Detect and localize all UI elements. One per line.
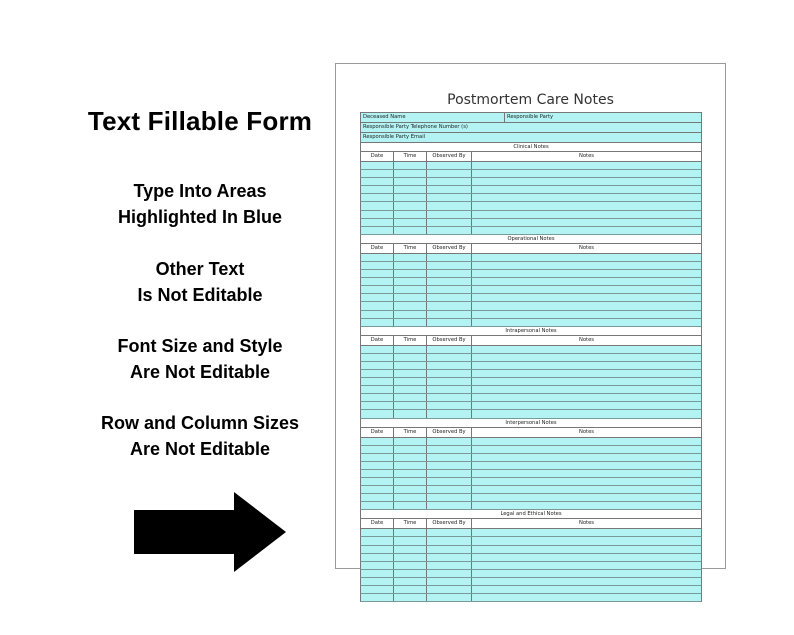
date-input[interactable] — [361, 486, 394, 493]
notes-input[interactable] — [472, 594, 701, 601]
deceased-row — [360, 112, 702, 123]
notes-input[interactable] — [472, 170, 701, 177]
observed-by-input[interactable] — [427, 586, 472, 593]
notes-input[interactable] — [472, 402, 701, 409]
deceased-name-label: Deceased Name — [363, 114, 406, 120]
notes-input[interactable] — [472, 586, 701, 593]
date-input[interactable] — [361, 386, 394, 393]
observed-by-input[interactable] — [427, 262, 472, 269]
date-input[interactable] — [361, 270, 394, 277]
table-row — [360, 319, 702, 327]
promo-line: Are Not Editable — [129, 362, 271, 382]
date-input[interactable] — [361, 370, 394, 377]
section-header: Intrapersonal Notes — [360, 327, 702, 336]
notes-input[interactable] — [472, 410, 701, 417]
time-input[interactable] — [394, 170, 427, 177]
date-input[interactable] — [361, 311, 394, 318]
time-input[interactable] — [394, 562, 427, 569]
notes-input[interactable] — [472, 562, 701, 569]
promo-block-fillable — [60, 178, 340, 230]
arrow-right-icon — [134, 492, 286, 572]
observed-by-input[interactable] — [427, 402, 472, 409]
time-input[interactable] — [394, 311, 427, 318]
notes-input[interactable] — [472, 262, 701, 269]
observed-by-input[interactable] — [427, 454, 472, 461]
table-row — [360, 302, 702, 310]
observed-by-input[interactable] — [427, 570, 472, 577]
notes-input[interactable] — [472, 554, 701, 561]
notes-input[interactable] — [472, 286, 701, 293]
time-input[interactable] — [394, 262, 427, 269]
form-table — [360, 112, 702, 602]
date-input[interactable] — [361, 578, 394, 585]
column-header-time: Time — [394, 244, 427, 253]
date-input[interactable] — [361, 170, 394, 177]
date-input[interactable] — [361, 594, 394, 601]
time-input[interactable] — [394, 502, 427, 509]
column-header-observed-by: Observed By — [427, 244, 472, 253]
time-input[interactable] — [394, 346, 427, 353]
promo-line: Highlighted In Blue — [118, 207, 282, 227]
promo-line: Other Text — [155, 259, 245, 279]
date-input[interactable] — [361, 529, 394, 536]
notes-input[interactable] — [472, 270, 701, 277]
observed-by-input[interactable] — [427, 254, 472, 261]
time-input[interactable] — [394, 394, 427, 401]
table-row — [360, 262, 702, 270]
time-input[interactable] — [394, 378, 427, 385]
observed-by-input[interactable] — [427, 554, 472, 561]
table-row — [360, 294, 702, 302]
date-input[interactable] — [361, 162, 394, 169]
date-input[interactable] — [361, 278, 394, 285]
observed-by-input[interactable] — [427, 362, 472, 369]
date-input[interactable] — [361, 478, 394, 485]
telephone-label: Responsible Party Telephone Number (s) — [363, 124, 468, 130]
date-input[interactable] — [361, 219, 394, 226]
observed-by-input[interactable] — [427, 227, 472, 234]
column-header-time: Time — [394, 428, 427, 437]
notes-input[interactable] — [472, 227, 701, 234]
table-row — [360, 254, 702, 262]
table-row — [360, 454, 702, 462]
table-row — [360, 570, 702, 578]
table-row — [360, 170, 702, 178]
table-row — [360, 346, 702, 354]
table-row — [360, 586, 702, 594]
column-header-row — [360, 152, 702, 162]
promo-line: Row and Column Sizes — [100, 413, 300, 433]
table-row — [360, 370, 702, 378]
time-input[interactable] — [394, 294, 427, 301]
notes-input[interactable] — [472, 378, 701, 385]
table-row — [360, 194, 702, 202]
observed-by-input[interactable] — [427, 462, 472, 469]
observed-by-input[interactable] — [427, 502, 472, 509]
notes-input[interactable] — [472, 254, 701, 261]
column-header-time: Time — [394, 152, 427, 161]
column-header-observed-by: Observed By — [427, 152, 472, 161]
notes-input[interactable] — [472, 486, 701, 493]
column-header-row — [360, 244, 702, 254]
notes-input[interactable] — [472, 278, 701, 285]
observed-by-input[interactable] — [427, 202, 472, 209]
section-header: Legal and Ethical Notes — [360, 510, 702, 519]
promo-block-other-text — [60, 256, 340, 308]
column-header-observed-by: Observed By — [427, 336, 472, 345]
observed-by-input[interactable] — [427, 211, 472, 218]
telephone-field[interactable] — [361, 123, 701, 132]
table-row — [360, 438, 702, 446]
observed-by-input[interactable] — [427, 286, 472, 293]
observed-by-input[interactable] — [427, 162, 472, 169]
table-row — [360, 178, 702, 186]
time-input[interactable] — [394, 537, 427, 544]
form-sheet — [335, 63, 726, 569]
time-input[interactable] — [394, 570, 427, 577]
notes-input[interactable] — [472, 454, 701, 461]
date-input[interactable] — [361, 470, 394, 477]
date-input[interactable] — [361, 410, 394, 417]
table-row — [360, 537, 702, 545]
table-row — [360, 211, 702, 219]
section-header: Operational Notes — [360, 235, 702, 244]
observed-by-input[interactable] — [427, 562, 472, 569]
observed-by-input[interactable] — [427, 370, 472, 377]
promo-line: Font Size and Style — [117, 336, 283, 356]
table-row — [360, 462, 702, 470]
time-input[interactable] — [394, 178, 427, 185]
notes-input[interactable] — [472, 354, 701, 361]
notes-input[interactable] — [472, 386, 701, 393]
time-input[interactable] — [394, 454, 427, 461]
notes-input[interactable] — [472, 311, 701, 318]
date-input[interactable] — [361, 354, 394, 361]
time-input[interactable] — [394, 402, 427, 409]
notes-input[interactable] — [472, 546, 701, 553]
notes-input[interactable] — [472, 478, 701, 485]
notes-input[interactable] — [472, 178, 701, 185]
responsible-party-label: Responsible Party — [507, 114, 554, 120]
date-input[interactable] — [361, 446, 394, 453]
time-input[interactable] — [394, 594, 427, 601]
observed-by-input[interactable] — [427, 537, 472, 544]
time-input[interactable] — [394, 186, 427, 193]
date-input[interactable] — [361, 570, 394, 577]
telephone-row — [360, 123, 702, 133]
column-header-observed-by: Observed By — [427, 519, 472, 528]
table-row — [360, 502, 702, 510]
date-input[interactable] — [361, 227, 394, 234]
time-input[interactable] — [394, 202, 427, 209]
notes-input[interactable] — [472, 529, 701, 536]
date-input[interactable] — [361, 494, 394, 501]
observed-by-input[interactable] — [427, 219, 472, 226]
time-input[interactable] — [394, 486, 427, 493]
notes-input[interactable] — [472, 211, 701, 218]
table-row — [360, 554, 702, 562]
notes-input[interactable] — [472, 446, 701, 453]
date-input[interactable] — [361, 346, 394, 353]
table-row — [360, 478, 702, 486]
table-row — [360, 546, 702, 554]
section-header: Interpersonal Notes — [360, 419, 702, 428]
table-row — [360, 594, 702, 602]
table-row — [360, 362, 702, 370]
time-input[interactable] — [394, 194, 427, 201]
observed-by-input[interactable] — [427, 478, 472, 485]
time-input[interactable] — [394, 470, 427, 477]
column-header-date: Date — [361, 336, 394, 345]
table-row — [360, 186, 702, 194]
notes-input[interactable] — [472, 319, 701, 326]
date-input[interactable] — [361, 402, 394, 409]
time-input[interactable] — [394, 546, 427, 553]
form-title: Postmortem Care Notes — [447, 92, 614, 108]
date-input[interactable] — [361, 178, 394, 185]
date-input[interactable] — [361, 438, 394, 445]
observed-by-input[interactable] — [427, 438, 472, 445]
sections-container — [360, 143, 702, 602]
date-input[interactable] — [361, 319, 394, 326]
observed-by-input[interactable] — [427, 186, 472, 193]
column-header-time: Time — [394, 519, 427, 528]
notes-input[interactable] — [472, 346, 701, 353]
notes-input[interactable] — [472, 194, 701, 201]
table-row — [360, 286, 702, 294]
date-input[interactable] — [361, 202, 394, 209]
email-field[interactable] — [361, 133, 701, 142]
notes-input[interactable] — [472, 438, 701, 445]
observed-by-input[interactable] — [427, 594, 472, 601]
table-row — [360, 386, 702, 394]
time-input[interactable] — [394, 386, 427, 393]
date-input[interactable] — [361, 554, 394, 561]
notes-input[interactable] — [472, 494, 701, 501]
date-input[interactable] — [361, 294, 394, 301]
time-input[interactable] — [394, 529, 427, 536]
promo-title: Text Fillable Form — [87, 106, 313, 136]
date-input[interactable] — [361, 362, 394, 369]
column-header-row — [360, 428, 702, 438]
column-header-notes: Notes — [472, 519, 701, 528]
notes-input[interactable] — [472, 302, 701, 309]
observed-by-input[interactable] — [427, 178, 472, 185]
table-row — [360, 486, 702, 494]
date-input[interactable] — [361, 394, 394, 401]
time-input[interactable] — [394, 278, 427, 285]
table-row — [360, 446, 702, 454]
notes-input[interactable] — [472, 394, 701, 401]
column-header-date: Date — [361, 519, 394, 528]
time-input[interactable] — [394, 586, 427, 593]
notes-input[interactable] — [472, 570, 701, 577]
observed-by-input[interactable] — [427, 294, 472, 301]
observed-by-input[interactable] — [427, 302, 472, 309]
observed-by-input[interactable] — [427, 386, 472, 393]
table-row — [360, 219, 702, 227]
date-input[interactable] — [361, 537, 394, 544]
notes-input[interactable] — [472, 578, 701, 585]
date-input[interactable] — [361, 186, 394, 193]
time-input[interactable] — [394, 227, 427, 234]
time-input[interactable] — [394, 438, 427, 445]
table-row — [360, 378, 702, 386]
time-input[interactable] — [394, 362, 427, 369]
column-header-notes: Notes — [472, 336, 701, 345]
notes-input[interactable] — [472, 186, 701, 193]
observed-by-input[interactable] — [427, 578, 472, 585]
time-input[interactable] — [394, 478, 427, 485]
observed-by-input[interactable] — [427, 311, 472, 318]
date-input[interactable] — [361, 194, 394, 201]
table-row — [360, 278, 702, 286]
observed-by-input[interactable] — [427, 546, 472, 553]
observed-by-input[interactable] — [427, 346, 472, 353]
date-input[interactable] — [361, 378, 394, 385]
time-input[interactable] — [394, 319, 427, 326]
date-input[interactable] — [361, 254, 394, 261]
observed-by-input[interactable] — [427, 529, 472, 536]
time-input[interactable] — [394, 270, 427, 277]
notes-input[interactable] — [472, 202, 701, 209]
date-input[interactable] — [361, 586, 394, 593]
observed-by-input[interactable] — [427, 410, 472, 417]
time-input[interactable] — [394, 578, 427, 585]
table-row — [360, 311, 702, 319]
time-input[interactable] — [394, 494, 427, 501]
date-input[interactable] — [361, 562, 394, 569]
table-row — [360, 470, 702, 478]
email-label: Responsible Party Email — [363, 134, 426, 140]
email-row — [360, 133, 702, 143]
notes-input[interactable] — [472, 502, 701, 509]
column-header-notes: Notes — [472, 244, 701, 253]
table-row — [360, 202, 702, 210]
notes-input[interactable] — [472, 219, 701, 226]
table-row — [360, 402, 702, 410]
date-input[interactable] — [361, 502, 394, 509]
time-input[interactable] — [394, 446, 427, 453]
date-input[interactable] — [361, 302, 394, 309]
time-input[interactable] — [394, 354, 427, 361]
notes-input[interactable] — [472, 362, 701, 369]
table-row — [360, 162, 702, 170]
table-row — [360, 410, 702, 418]
time-input[interactable] — [394, 302, 427, 309]
promo-line: Is Not Editable — [137, 285, 263, 305]
notes-input[interactable] — [472, 162, 701, 169]
notes-input[interactable] — [472, 470, 701, 477]
table-row — [360, 227, 702, 235]
deceased-name-field[interactable] — [361, 113, 505, 122]
date-input[interactable] — [361, 262, 394, 269]
time-input[interactable] — [394, 211, 427, 218]
observed-by-input[interactable] — [427, 194, 472, 201]
time-input[interactable] — [394, 410, 427, 417]
table-row — [360, 578, 702, 586]
table-row — [360, 394, 702, 402]
observed-by-input[interactable] — [427, 394, 472, 401]
column-header-row — [360, 336, 702, 346]
date-input[interactable] — [361, 286, 394, 293]
time-input[interactable] — [394, 554, 427, 561]
notes-input[interactable] — [472, 294, 701, 301]
promo-line: Type Into Areas — [133, 181, 267, 201]
observed-by-input[interactable] — [427, 278, 472, 285]
promo-line: Are Not Editable — [129, 439, 271, 459]
notes-input[interactable] — [472, 370, 701, 377]
table-row — [360, 529, 702, 537]
date-input[interactable] — [361, 211, 394, 218]
time-input[interactable] — [394, 162, 427, 169]
column-header-time: Time — [394, 336, 427, 345]
section-header: Clinical Notes — [360, 143, 702, 152]
notes-input[interactable] — [472, 537, 701, 544]
observed-by-input[interactable] — [427, 470, 472, 477]
column-header-date: Date — [361, 244, 394, 253]
time-input[interactable] — [394, 370, 427, 377]
observed-by-input[interactable] — [427, 354, 472, 361]
observed-by-input[interactable] — [427, 170, 472, 177]
notes-input[interactable] — [472, 462, 701, 469]
time-input[interactable] — [394, 219, 427, 226]
time-input[interactable] — [394, 254, 427, 261]
observed-by-input[interactable] — [427, 378, 472, 385]
table-row — [360, 494, 702, 502]
promo-block-sizes — [60, 410, 340, 462]
time-input[interactable] — [394, 462, 427, 469]
observed-by-input[interactable] — [427, 446, 472, 453]
column-header-notes: Notes — [472, 428, 701, 437]
date-input[interactable] — [361, 462, 394, 469]
date-input[interactable] — [361, 454, 394, 461]
responsible-party-field[interactable] — [505, 113, 701, 122]
table-row — [360, 354, 702, 362]
observed-by-input[interactable] — [427, 270, 472, 277]
table-row — [360, 562, 702, 570]
table-row — [360, 270, 702, 278]
observed-by-input[interactable] — [427, 486, 472, 493]
observed-by-input[interactable] — [427, 494, 472, 501]
promo-block-font — [60, 333, 340, 385]
column-header-notes: Notes — [472, 152, 701, 161]
observed-by-input[interactable] — [427, 319, 472, 326]
date-input[interactable] — [361, 546, 394, 553]
column-header-date: Date — [361, 152, 394, 161]
column-header-observed-by: Observed By — [427, 428, 472, 437]
column-header-date: Date — [361, 428, 394, 437]
time-input[interactable] — [394, 286, 427, 293]
column-header-row — [360, 519, 702, 529]
